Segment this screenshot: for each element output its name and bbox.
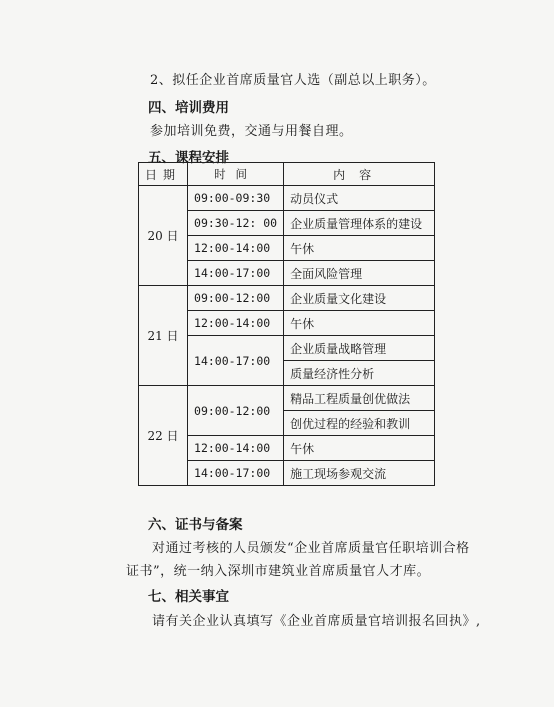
section7-line1: 请有关企业认真填写《企业首席质量官培训报名回执》, bbox=[152, 614, 481, 629]
section6-line2: 证书”，统一纳入深圳市建筑业首席质量官人才库。 bbox=[126, 564, 431, 579]
content-cell: 午休 bbox=[284, 436, 435, 461]
header-date: 日期 bbox=[139, 163, 188, 186]
section7-heading: 七、相关事宜 bbox=[148, 589, 229, 605]
header-content: 内容 bbox=[284, 163, 435, 186]
section6-heading: 六、证书与备案 bbox=[148, 517, 243, 533]
content-cell: 午休 bbox=[284, 236, 435, 261]
section5-heading: 五、课程安排 bbox=[148, 150, 229, 166]
header-time: 时间 bbox=[188, 163, 284, 186]
content-cell: 午休 bbox=[284, 311, 435, 336]
section6-line1: 对通过考核的人员颁发“企业首席质量官任职培训合格 bbox=[152, 541, 470, 556]
content-cell: 企业质量文化建设 bbox=[284, 286, 435, 311]
content-cell: 动员仪式 bbox=[284, 186, 435, 211]
time-cell: 14:00-17:00 bbox=[188, 261, 284, 286]
day-21-cell: 21 日 bbox=[139, 286, 188, 386]
time-cell: 12:00-14:00 bbox=[188, 236, 284, 261]
time-cell: 09:30-12: 00 bbox=[188, 211, 284, 236]
content-cell: 创优过程的经验和教训 bbox=[284, 411, 435, 436]
content-cell: 企业质量管理体系的建设 bbox=[284, 211, 435, 236]
day-22-cell: 22 日 bbox=[139, 386, 188, 486]
table-header-row bbox=[139, 163, 435, 186]
time-cell: 12:00-14:00 bbox=[188, 436, 284, 461]
table-row bbox=[139, 386, 435, 411]
day-20-cell: 20 日 bbox=[139, 186, 188, 286]
content-cell: 精品工程质量创优做法 bbox=[284, 386, 435, 411]
table-row bbox=[139, 286, 435, 311]
time-cell: 14:00-17:00 bbox=[188, 461, 284, 486]
time-cell: 09:00-12:00 bbox=[188, 286, 284, 311]
time-cell: 09:00-12:00 bbox=[188, 386, 284, 436]
content-cell: 企业质量战略管理 bbox=[284, 336, 435, 361]
time-cell: 09:00-09:30 bbox=[188, 186, 284, 211]
time-cell: 14:00-17:00 bbox=[188, 336, 284, 386]
content-cell: 全面风险管理 bbox=[284, 261, 435, 286]
intro-line: 2、拟任企业首席质量官人选（副总以上职务）。 bbox=[150, 73, 436, 88]
schedule-table bbox=[138, 162, 435, 486]
section4-heading: 四、培训费用 bbox=[148, 100, 229, 116]
section4-text: 参加培训免费，交通与用餐自理。 bbox=[150, 124, 353, 139]
content-cell: 施工现场参观交流 bbox=[284, 461, 435, 486]
time-cell: 12:00-14:00 bbox=[188, 311, 284, 336]
content-cell: 质量经济性分析 bbox=[284, 361, 435, 386]
table-row bbox=[139, 186, 435, 211]
